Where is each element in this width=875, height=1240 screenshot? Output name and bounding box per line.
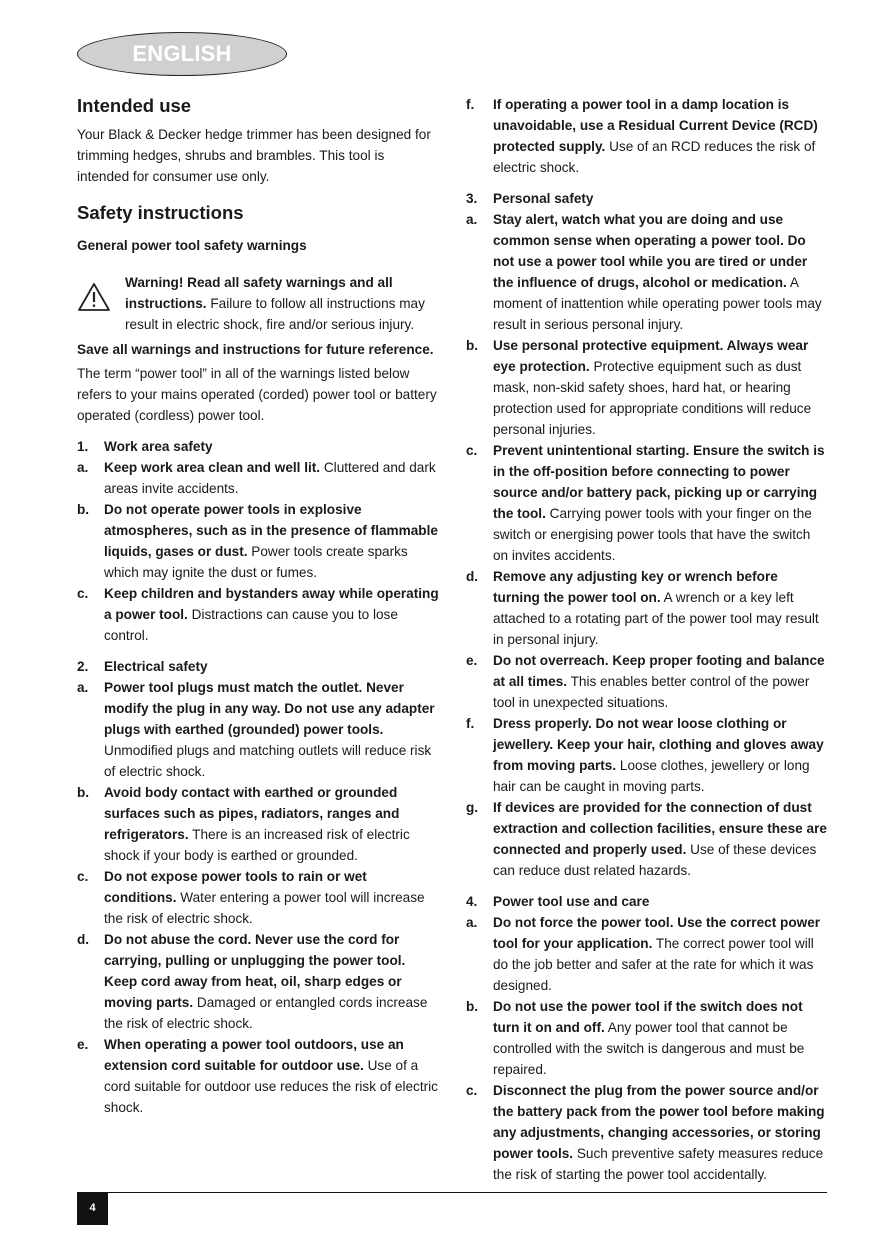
section-electrical-safety (77, 656, 439, 1118)
list-item: f. Dress properly. Do not wear loose clothing or jewellery. Keep your hair, clothing and gloves away from moving parts. Loose clothes, jewellery or long hair can be caught in moving parts. (466, 716, 824, 794)
list-item: a. Power tool plugs must match the outlet. Never modify the plug in any way. Do not use any adapter plugs with earthed (grounded) power tools. Unmodified plugs and matching outlets will reduce risk of electric shock. (77, 680, 435, 779)
general-warnings-heading: General power tool safety warnings (77, 238, 307, 253)
page-number: 4 (77, 1193, 108, 1225)
footer-divider (77, 1192, 827, 1193)
list-item: b. Avoid body contact with earthed or grounded surfaces such as pipes, radiators, ranges and refrigerators. There is an increased risk of electric shock if your body is earthed or grounded. (77, 785, 410, 863)
list-item: b. Use personal protective equipment. Always wear eye protection. Protective equipment such as dust mask, non-skid safety shoes, hard hat, or hearing protection used for appropriate conditions will reduce personal injuries. (466, 338, 812, 437)
list-item: g. If devices are provided for the connection of dust extraction and collection facilities, ensure these are connected and properly used. Use of these devices can reduce dust related hazards. (466, 800, 827, 878)
language-badge (77, 32, 287, 76)
right-column (466, 94, 828, 1185)
list-item: c. Prevent unintentional starting. Ensure the switch is in the off-position before connecting to power source and/or battery pack, picking up or carrying the tool. Carrying power tools with your finger on the switch or energising power tools that have the switch on invites accidents. (466, 443, 825, 563)
intended-use-heading: Intended use (77, 95, 192, 116)
list-item: d. Remove any adjusting key or wrench before turning the power tool on. A wrench or a key left attached to a rotating part of the power tool may result in personal injury. (466, 569, 819, 647)
section-work-area-safety (77, 436, 439, 646)
warning-block (77, 272, 439, 335)
list-item: a. Do not force the power tool. Use the correct power tool for your application. The correct power tool will do the job better and safer at the rate for which it was designed. (466, 915, 821, 993)
list-item: b. Do not use the power tool if the switch does not turn it on and off. Any power tool that cannot be controlled with the switch is dangerous and must be repaired. (466, 999, 805, 1077)
warning-text: Warning! Read all safety warnings and all instructions. Failure to follow all instructions may result in electric shock, fire and/or serious injury. (125, 275, 425, 332)
power-tool-term-text: The term “power tool” in all of the warnings listed below refers to your mains operated (corded) power tool or battery operated (cordless) power tool. (77, 366, 437, 423)
intended-use-text: Your Black & Decker hedge trimmer has been designed for trimming hedges, shrubs and brambles. This tool is intended for consumer use only. (77, 127, 431, 184)
section-title: 4. Power tool use and care (466, 894, 650, 909)
warning-triangle-icon (77, 272, 125, 335)
section-title: 1. Work area safety (77, 439, 213, 454)
list-item: d. Do not abuse the cord. Never use the cord for carrying, pulling or unplugging the power tool. Keep cord away from heat, oil, sharp edges or moving parts. Damaged or entangled cords increase the risk of electric shock. (77, 932, 428, 1031)
safety-instructions-heading: Safety instructions (77, 202, 244, 223)
list-item: c. Do not expose power tools to rain or wet conditions. Water entering a power tool will increase the risk of electric shock. (77, 869, 425, 926)
list-item: c. Disconnect the plug from the power source and/or the battery pack from the power tool before making any adjustments, changing accessories, or storing power tools. Such preventive safety measures reduce the risk of starting the power tool accidentally. (466, 1083, 825, 1182)
list-item: e. Do not overreach. Keep proper footing and balance at all times. This enables better control of the power tool in unexpected situations. (466, 653, 825, 710)
list-item: e. When operating a power tool outdoors, use an extension cord suitable for outdoor use. Use of a cord suitable for outdoor use reduces the risk of electric shock. (77, 1037, 438, 1115)
list-item: b. Do not operate power tools in explosive atmospheres, such as in the presence of flammable liquids, gases or dust. Power tools create sparks which may ignite the dust or fumes. (77, 502, 438, 580)
language-label: ENGLISH (132, 41, 232, 66)
list-item: a. Stay alert, watch what you are doing and use common sense when operating a power tool. Do not use a power tool while you are tired or under the influence of drugs, alcohol or medication. A moment of inattention while operating power tools may result in serious personal injury. (466, 212, 822, 332)
list-item: a. Keep work area clean and well lit. Cluttered and dark areas invite accidents. (77, 460, 436, 496)
section-title: 2. Electrical safety (77, 659, 208, 674)
list-item: c. Keep children and bystanders away while operating a power tool. Distractions can cause you to lose control. (77, 586, 439, 643)
left-column (77, 94, 439, 1118)
section-power-tool-use-and-care (466, 891, 828, 1185)
list-item: f. If operating a power tool in a damp location is unavoidable, use a Residual Current Device (RCD) protected supply. Use of an RCD reduces the risk of electric shock. (466, 97, 818, 175)
save-instructions-note: Save all warnings and instructions for future reference. (77, 342, 434, 357)
section-title: 3. Personal safety (466, 191, 594, 206)
section-personal-safety (466, 188, 828, 881)
